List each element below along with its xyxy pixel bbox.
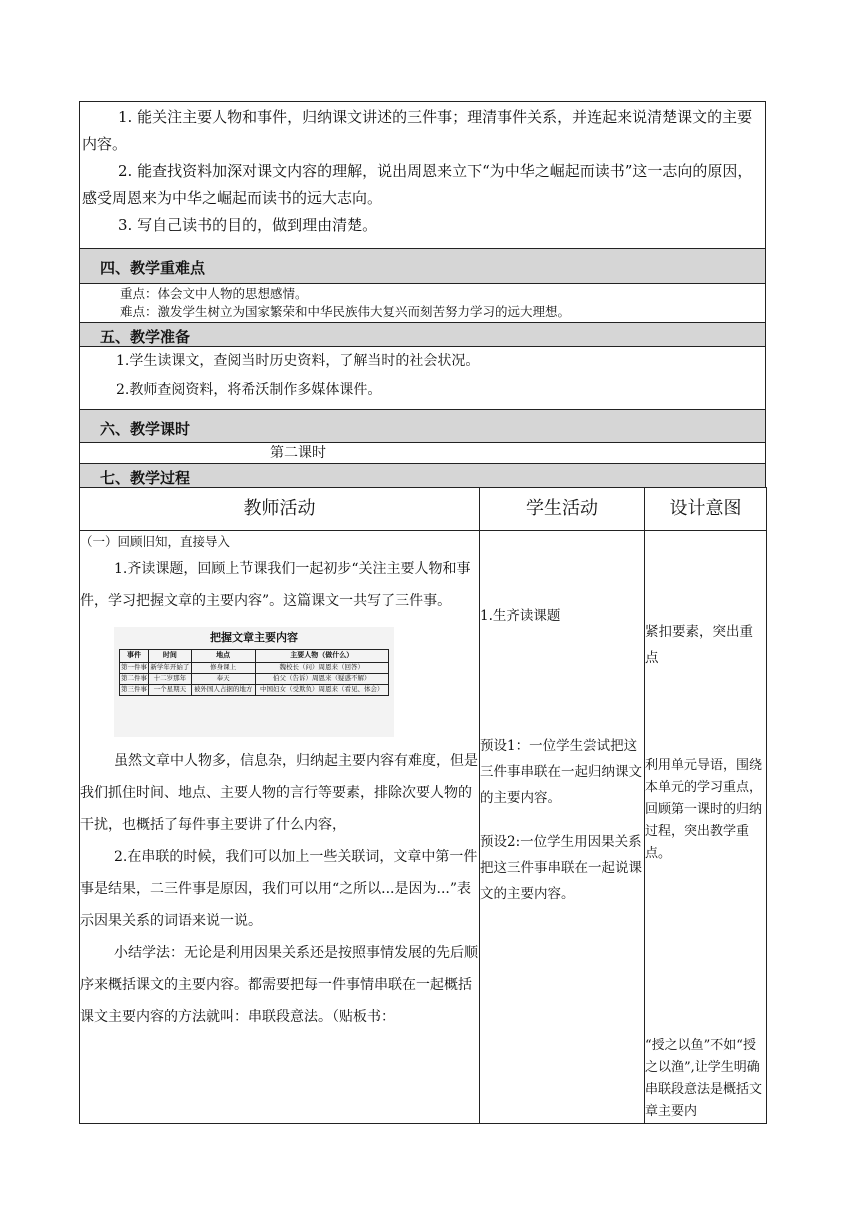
section5-title: 五、教学准备 (100, 328, 191, 346)
student-activity-header: 学生活动 (480, 488, 645, 531)
process-table (79, 487, 767, 1124)
intent-item-1: 紧扣要素，突出重点 (645, 624, 753, 666)
class-period: 第二课时 (79, 442, 766, 463)
section4-header (79, 248, 766, 283)
objective-1: 1. 能关注主要人物和事件，归纳课文讲述的三件事；理清事件关系，并连起来说清楚课文的主要内容。 (82, 108, 753, 153)
fig-cell: 第二件事 (120, 674, 149, 685)
teacher-para-4: 小结学法：无论是利用因果关系还是按照事情发展的先后顺序来概括课文的主要内容。都需要把每一件事情串联在一起概括课文主要内容的方法就叫：串联段意法。（贴板书： (80, 945, 478, 1025)
fig-cell: 新学年开始了 (148, 663, 191, 674)
intent-item-2: 利用单元导语，围绕本单元的学习重点，回顾第一课时的归纳过程，突出教学重点。 (645, 758, 763, 861)
section6-header (79, 409, 766, 442)
objective-2: 2. 能查找资料加深对课文内容的理解，说出周恩来立下“为中华之崛起而读书”这一志向的原因，感受周恩来为中华之崛起而读书的远大志向。 (82, 162, 753, 207)
fig-cell: 伯父（告诉）周恩来（疑惑不解） (255, 674, 388, 685)
main-content-figure (114, 627, 394, 737)
fig-cell: 中国妇女（受欺负）周恩来（看见、体会） (255, 685, 388, 696)
fig-cell: 十二岁那年 (148, 674, 191, 685)
section5-content (79, 346, 766, 409)
fig-cell: 修身课上 (191, 663, 255, 674)
step-heading: （一）回顾旧知，直接导入 (80, 534, 231, 549)
fig-col-people: 主要人物（做什么） (255, 650, 388, 663)
section7-header (79, 463, 766, 487)
student-item-2: 预设1：一位学生尝试把这三件事串联在一起归纳课文的主要内容。 (480, 738, 642, 806)
fig-cell: 被外国人占据的地方 (191, 685, 255, 696)
teacher-para-2: 虽然文章中人物多，信息杂，归纳起主要内容有难度，但是我们抓住时间、地点、主要人物的言行等要素，排除次要人物的干扰，也概括了每件事主要讲了什么内容， (80, 753, 478, 833)
difficult-point: 难点：激发学生树立为国家繁荣和中华民族伟大复兴而刻苦努力学习的远大理想。 (120, 304, 571, 319)
figure-title: 把握文章主要内容 (210, 631, 298, 644)
prep-item-2: 2.教师查阅资料，将希沃制作多媒体课件。 (116, 382, 382, 398)
fig-col-event: 事件 (120, 650, 149, 663)
objectives-block (79, 101, 766, 248)
fig-cell: 奉天 (191, 674, 255, 685)
student-item-3: 预设2:一位学生用因果关系把这三件事串联在一起说课文的主要内容。 (480, 834, 642, 902)
teacher-activity-header: 教师活动 (80, 488, 480, 531)
lesson-plan-page (79, 101, 766, 1124)
fig-cell: 第一件事 (120, 663, 149, 674)
fig-cell: 一个星期天 (148, 685, 191, 696)
figure-table (119, 649, 389, 696)
teacher-activity-cell (80, 531, 480, 1124)
design-intent-header: 设计意图 (645, 488, 767, 531)
section7-title: 七、教学过程 (100, 469, 191, 487)
fig-col-time: 时间 (148, 650, 191, 663)
design-intent-cell (645, 531, 767, 1124)
objective-3: 3. 写自己读书的目的，做到理由清楚。 (118, 216, 378, 234)
student-activity-cell (480, 531, 645, 1124)
section4-content (79, 283, 766, 322)
student-item-1: 1.生齐读课题 (480, 608, 561, 624)
section5-header (79, 322, 766, 346)
teacher-para-3: 2.在串联的时候，我们可以加上一些关联词，文章中第一件事是结果，二三件事是原因，我们可以用“之所以...是因为...”表示因果关系的词语来说一说。 (80, 849, 478, 929)
key-point: 重点：体会文中人物的思想感情。 (120, 286, 308, 301)
prep-item-1: 1.学生读课文，查阅当时历史资料，了解当时的社会状况。 (116, 353, 480, 369)
section6-title: 六、教学课时 (100, 420, 191, 438)
teacher-para-1: 1.齐读课题，回顾上节课我们一起初步“关注主要人物和事件，学习把握文章的主要内容”。这篇课文一共写了三件事。 (80, 561, 471, 609)
fig-col-place: 地点 (191, 650, 255, 663)
section4-title: 四、教学重难点 (100, 259, 206, 277)
fig-cell: 魏校长（问）周恩来（回答） (255, 663, 388, 674)
intent-item-3: “授之以鱼”不如“授之以渔”,让学生明确串联段意法是概括文章主要内 (645, 1038, 763, 1119)
fig-cell: 第三件事 (120, 685, 149, 696)
